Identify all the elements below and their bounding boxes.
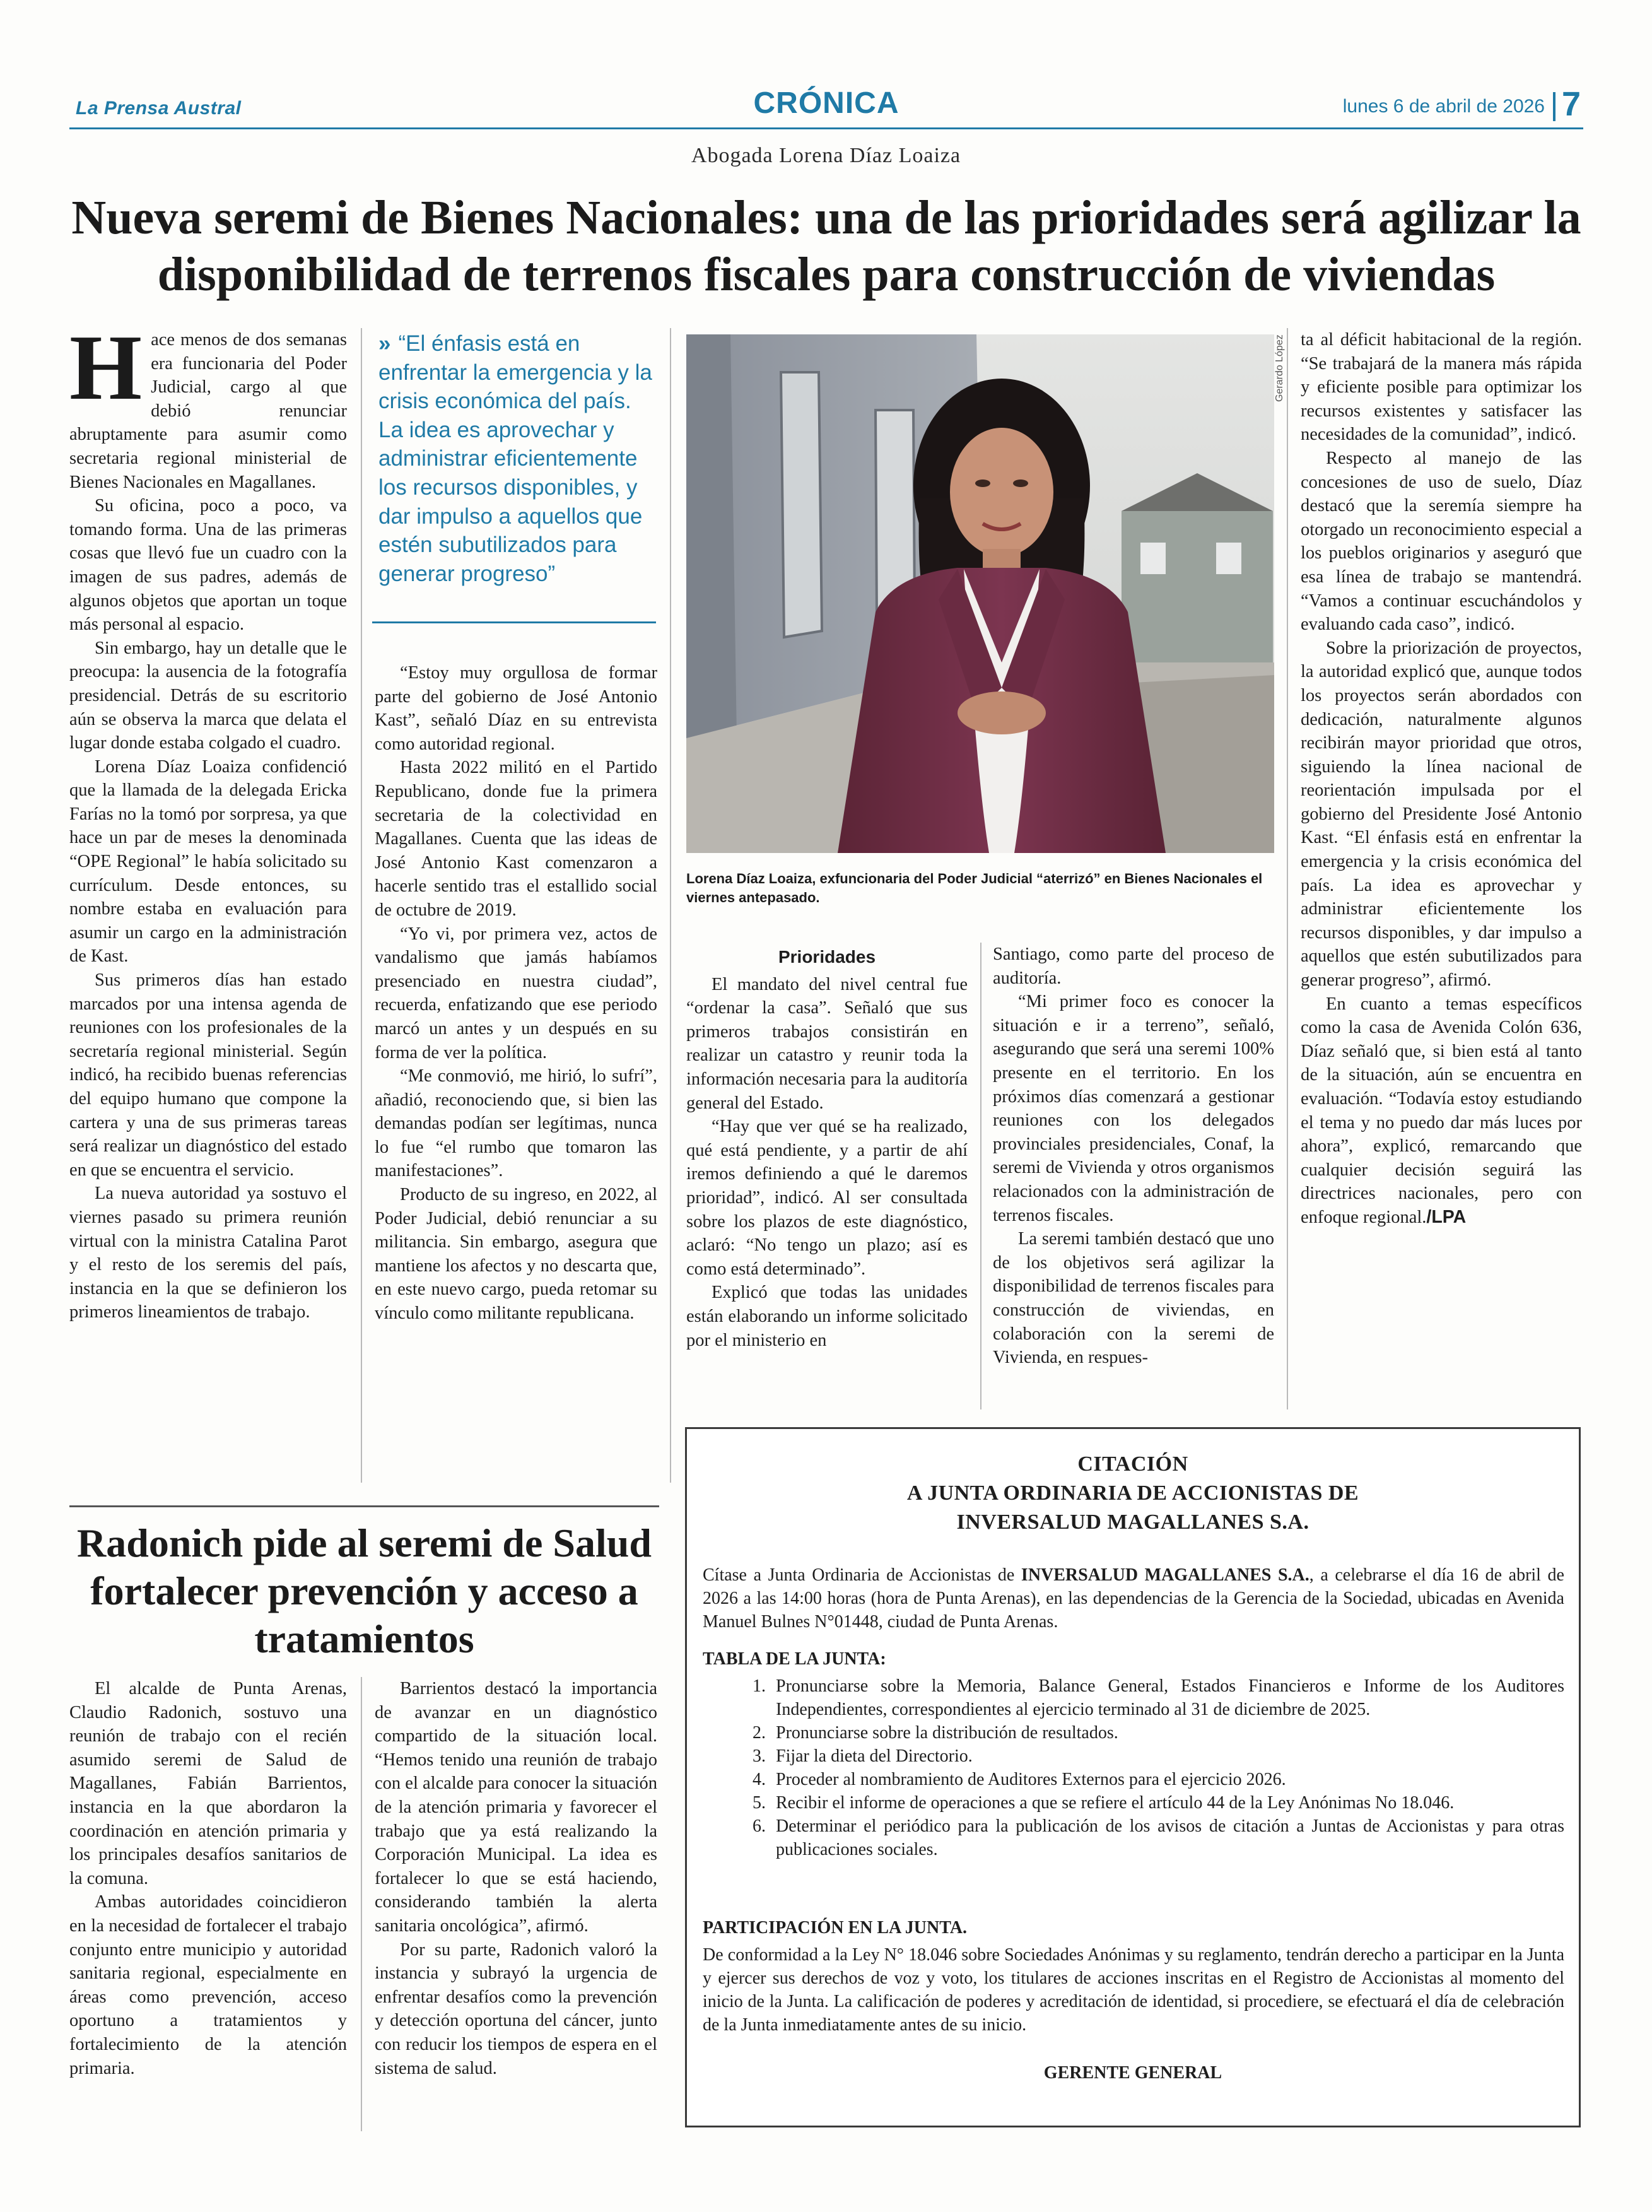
paragraph: Por su parte, Radonich valoró la instancia y subrayó la urgencia de enfrentar desafíos como la prevención y detección oportuna del cáncer, junto con reducir los tiempos de espera en el sistema de salud. xyxy=(375,1939,657,2078)
paragraph: Respecto al manejo de las concesiones de uso de suelo, Díaz destacó que la seremía siempre ha otorgado un reconocimiento especial a los pueblos originarios y aseguró que esa línea de trabajo se mantendrá. “Vamos a continuar escuchándolos y evaluando cada caso”, indicó. xyxy=(1301,448,1582,635)
second-article-column-2 xyxy=(375,1677,657,2080)
section-title: CRÓNICA xyxy=(753,86,899,120)
article-lead-paragraph xyxy=(69,316,347,494)
article-column-4 xyxy=(993,943,1274,1370)
paragraph: Barrientos destacó la importancia de avanzar en un diagnóstico compartido de la situación local. “Hemos tenido una reunión de trabajo con el alcalde para conocer la situación de la atención primaria y favorecer el trabajo que ya está realizando la Corporación Municipal. La idea es fortalecer lo que se está haciendo, considerando también la alerta sanitaria oncológica”, afirmó. xyxy=(375,1679,657,1936)
pull-quote-rule xyxy=(372,621,656,623)
paragraph: Hasta 2022 militó en el Partido Republicano, donde fue la primera secretaria de la colectividad en Magallanes. Cuenta que las ideas de José Antonio Kast comenzaron a hacerle sentido tras el estallido social de octubre de 2019. xyxy=(375,758,657,920)
article-photo xyxy=(686,334,1274,853)
signoff: /LPA xyxy=(1426,1206,1467,1227)
paragraph: Ambas autoridades coincidieron en la necesidad de fortalecer el trabajo conjunto entre municipio y autoridad sanitaria regional, especialmente en áreas como prevención, acceso oportuno a tratamientos y fortalecimiento de la atención primaria. xyxy=(69,1892,347,2078)
notice-intro-text: Cítase a Junta Ordinaria de Accionistas de xyxy=(703,1565,1021,1585)
column-rule xyxy=(980,943,981,1409)
notice-signature: GERENTE GENERAL xyxy=(1043,2063,1222,2083)
agenda-item-text: Fijar la dieta del Directorio. xyxy=(776,1746,973,1766)
quote-marker-icon: » xyxy=(378,331,391,356)
agenda-item-number: 1. xyxy=(753,1676,766,1696)
agenda-item-number: 5. xyxy=(753,1793,766,1813)
paragraph: El mandato del nivel central fue “ordenar la casa”. Señaló que sus primeros trabajos consistirán en realizar un catastro y reunir toda la información necesaria para la auditoría general del Estado. xyxy=(686,974,968,1113)
notice-intro xyxy=(703,1563,1564,1633)
legal-notice-title xyxy=(685,1450,1581,1537)
article-column-1 xyxy=(69,316,347,1324)
notice-agenda-list xyxy=(703,1674,1564,1861)
paragraph xyxy=(1301,992,1582,1230)
agenda-item-text: Pronunciarse sobre la distribución de resultados. xyxy=(776,1723,1118,1743)
page-date: lunes 6 de abril de 2026 xyxy=(1342,96,1545,117)
paragraph: “Yo vi, por primera vez, actos de vandalismo que jamás habíamos presenciado en nuestra ciudad”, recuerda, enfatizando que ese periodo marcó un antes y un después en su forma de ver la política. xyxy=(375,924,657,1062)
notice-agenda-heading: TABLA DE LA JUNTA: xyxy=(703,1649,886,1669)
column-rule xyxy=(670,328,671,1483)
agenda-item-text: Determinar el periódico para la publicación de los avisos de citación a Juntas de Accionistas y para otras publicaciones sociales. xyxy=(776,1816,1564,1859)
pull-quote-text: “El énfasis está en enfrentar la emergencia y la crisis económica del país. La idea es aprovechar y administrar eficientemente los recursos disponibles, y dar impulso a aquellos que estén subutilizados para generar progreso” xyxy=(378,331,652,586)
article-subhead: Prioridades xyxy=(778,947,876,967)
page-number-divider xyxy=(1553,92,1555,121)
article-column-2 xyxy=(375,661,657,1326)
lead-text: ace menos de dos semanas era funcionaria del Poder Judicial, cargo al que debió renunciar abruptamente para asumir como secretaria regional ministerial de Bienes Nacionales en Magallanes. xyxy=(69,330,347,492)
paragraph: Santiago, como parte del proceso de auditoría. xyxy=(993,944,1274,988)
article-column-3 xyxy=(686,943,968,1352)
agenda-item xyxy=(703,1744,1564,1768)
agenda-item-text: Proceder al nombramiento de Auditores Externos para el ejercicio 2026. xyxy=(776,1770,1286,1789)
column-rule xyxy=(1287,328,1288,1409)
agenda-item-number: 6. xyxy=(753,1816,766,1836)
notice-company-name: INVERSALUD MAGALLANES S.A. xyxy=(1021,1565,1309,1585)
paragraph: Lorena Díaz Loaiza confidenció que la llamada de la delegada Ericka Farías no la tomó por sorpresa, ya que hace un par de meses la denominada “OPE Regional” le había solicitado su currículum. Desde entonces, su nombre estaba en evaluación para asumir un cargo en la administración de Kast. xyxy=(69,756,347,967)
second-article-column-1 xyxy=(69,1677,347,2080)
paragraph: La nueva autoridad ya sostuvo el viernes pasado su primera reunión virtual con la ministra Catalina Parot y el resto de los seremis del país, instancia en la que se definieron los primeros lineamientos de trabajo. xyxy=(69,1184,347,1322)
paragraph: Sin embargo, hay un detalle que le preocupa: la ausencia de la fotografía presidencial. Detrás de su escritorio aún se observa la marca que delata el lugar donde estaba colgado el cuadro. xyxy=(69,638,347,753)
notice-intro-text: , a celebrarse el día 16 de abril de 2026 a las 14:00 horas (hora de Punta Arenas), en las dependencias de la Gerencia de la Sociedad, ubicadas en Avenida Manuel Bulnes N°01448, ciudad de Punta Arenas. xyxy=(703,1565,1564,1632)
notice-title-line: CITACIÓN xyxy=(1077,1452,1188,1476)
section-separator xyxy=(69,1505,659,1507)
page-number: 7 xyxy=(1562,85,1581,123)
agenda-item-text: Pronunciarse sobre la Memoria, Balance General, Estados Financieros e Informe de los Auditores Independientes, correspondientes al ejercicio terminado al 31 de diciembre de 2025. xyxy=(776,1676,1564,1719)
agenda-item xyxy=(703,1768,1564,1791)
agenda-item xyxy=(703,1674,1564,1721)
notice-title-line: A JUNTA ORDINARIA DE ACCIONISTAS DE xyxy=(906,1481,1359,1505)
paragraph: La seremi también destacó que uno de los objetivos será agilizar la disponibilidad de terrenos fiscales para construcción de viviendas, en colaboración con la seremi de Vivienda, en respues- xyxy=(993,1229,1274,1368)
agenda-item xyxy=(703,1791,1564,1815)
paragraph: Explicó que todas las unidades están elaborando un informe solicitado por el ministerio en xyxy=(686,1283,968,1350)
column-rule xyxy=(361,328,362,1483)
paragraph: Producto de su ingreso, en 2022, al Poder Judicial, debió renunciar a su militancia. Sin embargo, asegura que mantiene los afectos y no descarta que, en este nuevo cargo, pueda retomar su vínculo como militante republicana. xyxy=(375,1185,657,1324)
newspaper-brand: La Prensa Austral xyxy=(76,98,242,119)
paragraph: “Me conmovió, me hirió, lo sufrí”, añadió, reconociendo que, si bien las demandas podían ser legítimas, nunca lo fue “el rumbo que tomaron las manifestaciones”. xyxy=(375,1066,657,1181)
column-rule xyxy=(361,1677,362,2131)
paragraph: El alcalde de Punta Arenas, Claudio Radonich, sostuvo una reunión de trabajo con el recién asumido seremi de Salud de Magallanes, Fabián Barrientos, instancia en la que abordaron la coordinación en atención primaria y los principales desafíos sanitarios de la comuna. xyxy=(69,1679,347,1888)
paragraph: ta al déficit habitacional de la región. “Se trabajará de la manera más rápida y eficiente posible para optimizar los recursos existentes y satisfacer las necesidades de la comunidad”, indicó. xyxy=(1301,330,1582,445)
paragraph: Sus primeros días han estado marcados por una intensa agenda de reuniones con los profesionales de la secretaría regional ministerial. Según indicó, ha recibido buenas referencias del equipo humano que compone la cartera y una de sus primeras tareas será realizar un diagnóstico del estado en que se encuentra el servicio. xyxy=(69,970,347,1180)
article-column-5 xyxy=(1301,328,1582,1230)
paragraph: “Hay que ver qué se ha realizado, qué está pendiente, y a partir de ahí iremos definiendo a qué le daremos prioridad”, indicó. Al ser consultada sobre los plazos de este diagnóstico, aclaró: “No tengo un plazo; así es como está determinado”. xyxy=(686,1117,968,1279)
agenda-item-number: 4. xyxy=(753,1770,766,1789)
paragraph-text: En cuanto a temas específicos como la casa de Avenida Colón 636, Díaz señaló que, si bien está al tanto de la situación, aún se encuentra en evaluación. “Todavía estoy estudiando el tema y no puedo dar más luces por ahora”, explicó, remarcando que cualquier decisión seguirá las directrices nacionales, pero con enfoque regional. xyxy=(1301,994,1582,1227)
agenda-item xyxy=(703,1721,1564,1744)
paragraph: Su oficina, poco a poco, va tomando forma. Una de las primeras cosas que llevó fue un cuadro con la imagen de sus padres, además de algunos objetos que aportan un toque más personal al espacio. xyxy=(69,496,347,635)
agenda-item xyxy=(703,1815,1564,1861)
notice-participation-text: De conformidad a la Ley N° 18.046 sobre Sociedades Anónimas y su reglamento, tendrán derecho a participar en la Junta y ejercer sus derechos de voz y voto, los titulares de acciones inscritas en el Registro de Accionistas al momento del inicio de la Junta. La calificación de poderes y acreditación de identidad, si procediere, se efectuará el día de celebración de la Junta inmediatamente antes de su inicio. xyxy=(703,1945,1564,2035)
photo-credit: Gerardo López xyxy=(1274,334,1285,402)
header-rule xyxy=(69,127,1583,129)
paragraph: “Estoy muy orgullosa de formar parte del gobierno de José Antonio Kast”, señaló Díaz en su entrevista como autoridad regional. xyxy=(375,663,657,754)
agenda-item-text: Recibir el informe de operaciones a que se refiere el artículo 44 de la Ley Anónimas No 18.046. xyxy=(776,1793,1455,1813)
article-headline: Nueva seremi de Bienes Nacionales: una de las prioridades será agilizar la disponibilidad de terrenos fiscales para construcción de viviendas xyxy=(71,191,1581,301)
notice-title-line: INVERSALUD MAGALLANES S.A. xyxy=(956,1510,1309,1534)
article-kicker: Abogada Lorena Díaz Loaiza xyxy=(691,144,961,167)
paragraph: Sobre la priorización de proyectos, la autoridad explicó que, aunque todos los proyectos serán abordados con dedicación, naturalmente algunos recibirán mayor prioridad que otros, siguiendo la línea nacional de reorientación impulsada por el gobierno del Presidente José Antonio Kast. “El énfasis está en enfrentar la emergencia y la crisis económica del país. La idea es aprovechar y administrar eficientemente los recursos disponibles, y dar impulso a aquellos que estén subutilizados para generar progreso”, afirmó. xyxy=(1301,638,1582,991)
paragraph: “Mi primer foco es conocer la situación e ir a terreno”, señaló, asegurando que será una seremi 100% presente en el territorio. En los próximos días comenzará a gestionar reuniones con los delegados provinciales presidenciales, Conaf, la seremi de Vivienda y otros organismos relacionados con la administración de terrenos fiscales. xyxy=(993,992,1274,1225)
drop-cap: H xyxy=(69,316,143,420)
agenda-item-number: 2. xyxy=(753,1723,766,1743)
portrait-illustration xyxy=(686,334,1274,853)
photo-caption: Lorena Díaz Loaiza, exfuncionaria del Poder Judicial “aterrizó” en Bienes Nacionales el viernes antepasado. xyxy=(686,871,1263,905)
agenda-item-number: 3. xyxy=(753,1746,766,1766)
notice-participation-heading: PARTICIPACIÓN EN LA JUNTA. xyxy=(703,1918,968,1938)
pull-quote xyxy=(378,329,656,588)
second-article-headline: Radonich pide al seremi de Salud fortalecer prevención y acceso a tratamientos xyxy=(77,1521,652,1661)
